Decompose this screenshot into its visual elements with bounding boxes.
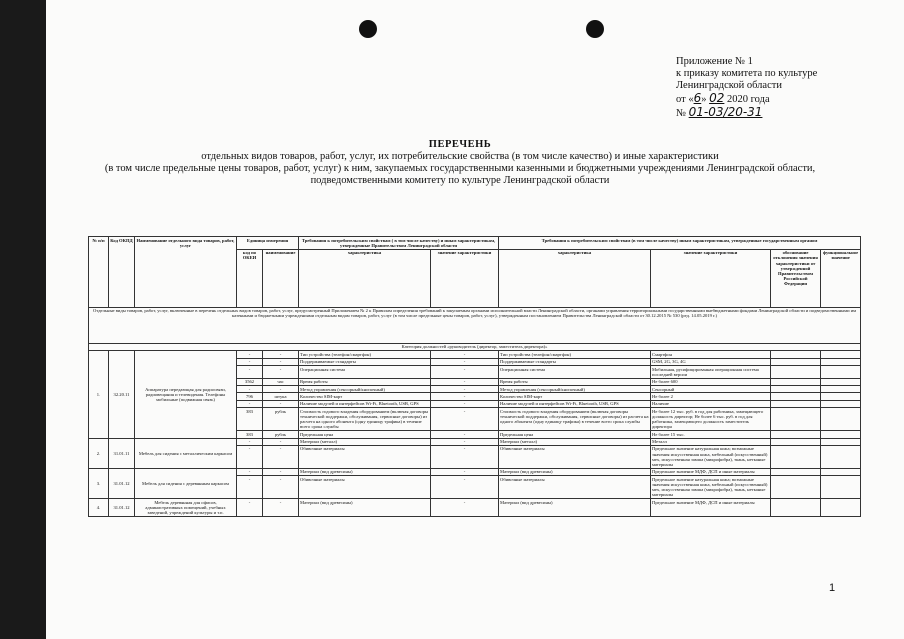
- unit-name: -: [263, 445, 299, 468]
- org-value: Смартфон: [651, 351, 771, 358]
- header-row: [89, 237, 861, 250]
- org-function: [821, 351, 861, 358]
- org-function: [821, 365, 861, 378]
- gov-characteristic: Время работы: [299, 378, 431, 385]
- org-function: [821, 378, 861, 385]
- appendix-line: к приказу комитета по культуре: [676, 68, 818, 79]
- gov-value: -: [431, 468, 499, 475]
- header-name: Наименование отдельного вида товаров, работ, услуг: [135, 237, 237, 308]
- item-num: 2.: [89, 438, 109, 468]
- table-row: [89, 438, 861, 445]
- gov-value: -: [431, 499, 499, 517]
- date-year: 2020 года: [727, 94, 770, 105]
- unit-code: -: [237, 358, 263, 365]
- item-name: Аппаратура передающая для радиосвязи, радиовещания и телевидения. Телефоны мобильные (подвижная связь): [135, 351, 237, 438]
- gov-characteristic: Материал (металл): [299, 438, 431, 445]
- item-num: 1.: [89, 351, 109, 438]
- unit-name: -: [263, 476, 299, 499]
- unit-name: штука: [263, 393, 299, 400]
- org-value: Предельное значение МДФ, ДСП и иные материалы: [651, 499, 771, 517]
- header-gov-char: характеристика: [299, 249, 431, 307]
- item-name: Мебель для сидения с деревянным каркасом: [135, 468, 237, 498]
- unit-code: -: [237, 438, 263, 445]
- org-characteristic: Стоимость годового владения оборудованием (включая договоры технической поддержки, обслуживания, сервисные договоры) из расчета на одного абонента (одну единицу трафика) в течение всего срока службы: [499, 408, 651, 431]
- gov-value: -: [431, 365, 499, 378]
- gov-value: -: [431, 385, 499, 392]
- org-function: [821, 400, 861, 407]
- table-row: [89, 468, 861, 475]
- handwritten-month: 02: [709, 91, 725, 105]
- date-prefix: от «: [676, 94, 694, 105]
- unit-name: -: [263, 438, 299, 445]
- header-okpd: Код ОКПД: [109, 237, 135, 308]
- gov-value: -: [431, 445, 499, 468]
- unit-name: -: [263, 385, 299, 392]
- gov-value: -: [431, 438, 499, 445]
- org-function: [821, 445, 861, 468]
- unit-name: -: [263, 358, 299, 365]
- unit-code: -: [237, 365, 263, 378]
- org-value: Мобильная, русифицированная операционная система последней версии: [651, 365, 771, 378]
- item-num: 3.: [89, 468, 109, 498]
- gov-value: -: [431, 378, 499, 385]
- items-body: [89, 351, 861, 517]
- appendix-number: [676, 106, 856, 120]
- org-characteristic: Обивочные материалы: [499, 476, 651, 499]
- org-justification: [771, 431, 821, 438]
- gov-characteristic: Обивочные материалы: [299, 476, 431, 499]
- item-num: 4.: [89, 499, 109, 517]
- item-name: Мебель для сидения с металлическим каркасом: [135, 438, 237, 468]
- org-justification: [771, 365, 821, 378]
- unit-code: 3562: [237, 378, 263, 385]
- handwritten-number: 01-03/20-31: [688, 105, 763, 119]
- gov-characteristic: Метод управления (сенсорный/кнопочный): [299, 385, 431, 392]
- org-characteristic: Поддерживаемые стандарты: [499, 358, 651, 365]
- org-justification: [771, 393, 821, 400]
- org-justification: [771, 385, 821, 392]
- header-req-gov: Требования к потребительским свойствам ( в том числе качеству) и иным характеристикам, утвержденные Правительством Ленинградской области: [299, 237, 499, 250]
- unit-name: -: [263, 499, 299, 517]
- gov-value: -: [431, 408, 499, 431]
- org-function: [821, 385, 861, 392]
- org-justification: [771, 378, 821, 385]
- gov-characteristic: Поддерживаемые стандарты: [299, 358, 431, 365]
- org-justification: [771, 476, 821, 499]
- document-subtitle-line: подведомственными комитету по культуре Ленинградской области: [310, 175, 610, 186]
- number-prefix: №: [676, 108, 687, 119]
- header-org-func: функциональное значение: [821, 249, 861, 307]
- gov-characteristic: Операционная система: [299, 365, 431, 378]
- date-mid: »: [701, 94, 707, 105]
- gov-characteristic: Обивочные материалы: [299, 445, 431, 468]
- org-characteristic: Наличие модулей и интерфейсов Wi-Fi, Bluetooth, USB, GPS: [499, 400, 651, 407]
- org-justification: [771, 400, 821, 407]
- header-req-org: Требования к потребительским свойствам (в том числе качеству) иным характеристикам, утвержденные государственным органом: [499, 237, 861, 250]
- unit-code: 383: [237, 408, 263, 431]
- org-characteristic: Материал (металл): [499, 438, 651, 445]
- org-value: Предельное значение натуральная кожа; возможные значения искусственная кожа, мебельный (искусственный) мех, искусственная замша (микрофибра), ткань, нетканые материалы: [651, 445, 771, 468]
- header-org-just: обоснование отклонения значения характеристики от утвержденной Правительством Российской Федерации: [771, 249, 821, 307]
- org-characteristic: Обивочные материалы: [499, 445, 651, 468]
- table-row: [89, 351, 861, 358]
- header-unit-code: код по ОКЕИ: [237, 249, 263, 307]
- note-row: [89, 307, 861, 343]
- gov-characteristic: Стоимость годового владения оборудованием (включая договоры технической поддержки, обслуживания, сервисные договоры) из расчета на одного абонента (одну единицу трафика) в течение всего срока службы: [299, 408, 431, 431]
- org-characteristic: Количество SIM-карт: [499, 393, 651, 400]
- unit-name: -: [263, 400, 299, 407]
- org-justification: [771, 468, 821, 475]
- gov-characteristic: Наличие модулей и интерфейсов Wi-Fi, Bluetooth, USB, GPS: [299, 400, 431, 407]
- gov-characteristic: Материал (вид древесины): [299, 499, 431, 517]
- requirements-table: [88, 236, 861, 517]
- org-characteristic: Материал (вид древесины): [499, 499, 651, 517]
- org-characteristic: Время работы: [499, 378, 651, 385]
- unit-code: 383: [237, 431, 263, 438]
- gov-characteristic: Количество SIM-карт: [299, 393, 431, 400]
- org-value: Не более 12 тыс. руб. в год для работника, замещающего должность директор; Не более 6 тыс. руб. в год для работника, замещающего должность заместитель директора: [651, 408, 771, 431]
- item-okpd: 31.01.12: [109, 499, 135, 517]
- org-value: Предельное значение МДФ, ДСП и иные материалы: [651, 468, 771, 475]
- org-function: [821, 499, 861, 517]
- org-characteristic: Операционная система: [499, 365, 651, 378]
- org-function: [821, 431, 861, 438]
- org-justification: [771, 499, 821, 517]
- unit-name: -: [263, 365, 299, 378]
- org-justification: [771, 408, 821, 431]
- gov-characteristic: Материал (вид древесины): [299, 468, 431, 475]
- gov-characteristic: Предельная цена: [299, 431, 431, 438]
- org-value: Наличие: [651, 400, 771, 407]
- header-gov-val: значение характеристики: [431, 249, 499, 307]
- handwritten-day: 6: [693, 91, 702, 105]
- unit-name: рубль: [263, 408, 299, 431]
- category-text: Категория должностей «руководитель (директор, заместитель директора)»: [89, 343, 861, 350]
- item-okpd: 31.01.11: [109, 438, 135, 468]
- gov-value: -: [431, 400, 499, 407]
- org-justification: [771, 358, 821, 365]
- gov-value: -: [431, 351, 499, 358]
- org-function: [821, 438, 861, 445]
- unit-code: -: [237, 499, 263, 517]
- org-function: [821, 476, 861, 499]
- unit-name: -: [263, 468, 299, 475]
- document-subtitle-line: (в том числе предельные цены товаров, работ, услуг) к ним, закупаемых государственными казенными и бюджетными учреждениями Ленинградской области,: [104, 163, 816, 174]
- org-value: Предельное значение натуральная кожа; возможные значения искусственная кожа, мебельный (искусственный) мех, искусственная замша (микрофибра), ткань, нетканые материалы: [651, 476, 771, 499]
- item-okpd: 31.01.12: [109, 468, 135, 498]
- header-org-char: характеристика: [499, 249, 651, 307]
- header-unit: Единица измерения: [237, 237, 299, 250]
- org-function: [821, 358, 861, 365]
- org-value: Сенсорный: [651, 385, 771, 392]
- unit-code: -: [237, 400, 263, 407]
- unit-code: -: [237, 351, 263, 358]
- page-number: 1: [829, 582, 836, 594]
- org-justification: [771, 351, 821, 358]
- gov-value: -: [431, 393, 499, 400]
- org-value: Металл: [651, 438, 771, 445]
- org-value: GSM, 2G, 3G, 4G: [651, 358, 771, 365]
- org-justification: [771, 445, 821, 468]
- unit-code: -: [237, 476, 263, 499]
- org-value: Не более 15 тыс.: [651, 431, 771, 438]
- unit-name: рубль: [263, 431, 299, 438]
- header-unit-name: наименование: [263, 249, 299, 307]
- gov-value: -: [431, 358, 499, 365]
- org-characteristic: Тип устройства (телефон/смартфон): [499, 351, 651, 358]
- org-value: Не более 2: [651, 393, 771, 400]
- unit-code: -: [237, 385, 263, 392]
- unit-name: -: [263, 351, 299, 358]
- org-justification: [771, 438, 821, 445]
- unit-code: -: [237, 445, 263, 468]
- gov-characteristic: Тип устройства (телефон/смартфон): [299, 351, 431, 358]
- appendix-line: Ленинградской области: [676, 80, 782, 91]
- org-value: Не более 600: [651, 378, 771, 385]
- item-okpd: 32.20.11: [109, 351, 135, 438]
- unit-code: 796: [237, 393, 263, 400]
- header-num: № п/п: [89, 237, 109, 308]
- document-heading: ПЕРЕЧЕНЬ: [428, 139, 492, 150]
- gov-value: -: [431, 476, 499, 499]
- item-name: Мебель деревянная для офисов, административных помещений, учебных заведений, учреждений культуры и т.п.: [135, 499, 237, 517]
- unit-name: час: [263, 378, 299, 385]
- org-function: [821, 408, 861, 431]
- appendix-block: [676, 56, 856, 120]
- gov-value: -: [431, 431, 499, 438]
- org-function: [821, 468, 861, 475]
- org-characteristic: Предельная цена: [499, 431, 651, 438]
- appendix-date: [676, 92, 856, 106]
- appendix-line: Приложение № 1: [676, 56, 753, 67]
- header-org-val: значение характеристики: [651, 249, 771, 307]
- org-function: [821, 393, 861, 400]
- org-characteristic: Материал (вид древесины): [499, 468, 651, 475]
- unit-code: -: [237, 468, 263, 475]
- org-characteristic: Метод управления (сенсорный/кнопочный): [499, 385, 651, 392]
- category-row: [89, 343, 861, 350]
- punch-hole: [586, 20, 604, 38]
- note-text: Отдельные виды товаров, работ, услуг, включенные в перечень отдельных видов товаров, работ, услуг, предусмотренный Приложением № 2 к Правилам определения требований к закупаемым органами исполнительной власти Ленинградской области, органами управления территориальными государственными внебюджетными фондами Ленинградской области и подведомственными им казенными и бюджетными учреждениями отдельным видам товаров, работ, услуг (в том числе предельные цены товаров, работ, услуг), утвержденным постановлением Правительства Ленинградской области от 30.12.2015 № 530 (ред. 14.05.2019 г.): [89, 307, 861, 343]
- table-row: [89, 499, 861, 517]
- punch-hole: [359, 20, 377, 38]
- document-subtitle-line: отдельных видов товаров, работ, услуг, их потребительские свойства (в том числе качество) и иные характеристики: [201, 151, 719, 162]
